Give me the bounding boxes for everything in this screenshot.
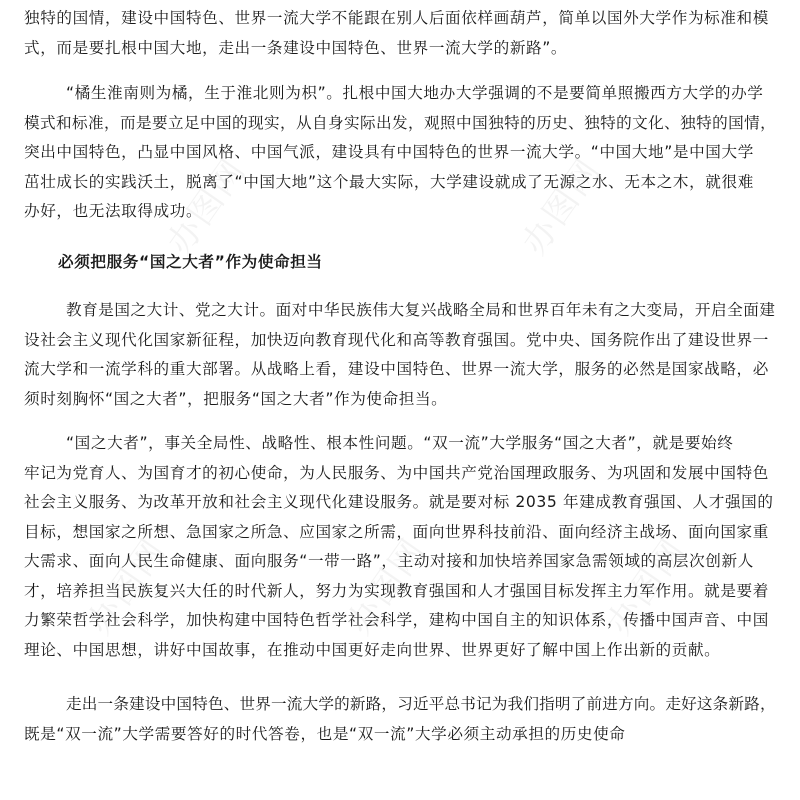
paragraph-line: 突出中国特色，凸显中国风格、中国气派，建设具有中国特色的世界一流大学。“中国大地”是中国大学 [24, 143, 754, 161]
paragraph-line: 才，培养担当民族复兴大任的时代新人，努力为实现教育强国和人才强国目标发挥主力军作用。就是要着 [24, 581, 769, 600]
paragraph-line: “橘生淮南则为橘，生于淮北则为枳”。扎根中国大地办大学强调的不是要简单照搬西方大学的办学 [66, 84, 764, 102]
paragraph-line: 独特的国情，建设中国特色、世界一流大学不能跟在别人后面依样画葫芦，简单以国外大学作为标准和模 [24, 9, 769, 27]
paragraph-line: 茁壮成长的实践沃土，脱离了“中国大地”这个最大实际，大学建设就成了无源之水、无本之木，就很难 [24, 172, 754, 191]
paragraph-line: 既是“双一流”大学需要答好的时代答卷，也是“双一流”大学必须主动承担的历史使命 [24, 724, 626, 743]
paragraph-line: 教育是国之大计、党之大计。面对中华民族伟大复兴战略全局和世界百年未有之大变局，开启全面建 [66, 301, 776, 319]
watermark: 办图网 [339, 530, 435, 643]
paragraph-line: 牢记为党育人、为国育才的初心使命，为人民服务、为中国共产党治国理政服务、为巩固和发展中国特色 [24, 463, 769, 482]
paragraph-line: 式，而是要扎根中国大地，走出一条建设中国特色、世界一流大学的新路”。 [24, 38, 568, 57]
watermark: 办图网 [159, 150, 255, 263]
paragraph-line: 社会主义服务、为改革开放和社会主义现代化建设服务。就是要对标 2035 年建成教育强国、人才强国的 [24, 493, 774, 511]
paragraph-3 [24, 296, 776, 414]
paragraph-line: 设社会主义现代化国家新征程，加快迈向教育现代化和高等教育强国。党中央、国务院作出了建设世界一 [24, 330, 769, 349]
paragraph-line: 须时刻胸怀“国之大者”，把服务“国之大者”作为使命担当。 [24, 389, 448, 408]
paragraph-line: 流大学和一流学科的重大部署。从战略上看，建设中国特色、世界一流大学，服务的必然是国家战略，必 [24, 360, 769, 378]
section-heading: 必须把服务“国之大者”作为使命担当 [58, 253, 323, 271]
paragraph-line: “国之大者”，事关全局性、战略性、根本性问题。“双一流”大学服务“国之大者”，就是要始终 [66, 434, 734, 452]
paragraph-1 [24, 4, 776, 63]
paragraph-line: 办好，也无法取得成功。 [24, 202, 203, 220]
paragraph-5 [24, 690, 776, 749]
paragraph-line: 目标，想国家之所想、急国家之所急、应国家之所需，面向世界科技前沿、面向经济主战场、面向国家重 [24, 522, 769, 541]
watermark: 办图网 [599, 530, 695, 643]
paragraph-2 [24, 79, 776, 227]
paragraph-line: 大需求、面向人民生命健康、面向服务“一带一路”，主动对接和加快培养国家急需领域的高层次创新人 [24, 552, 754, 570]
paragraph-line: 理论、中国思想，讲好中国故事，在推动中国更好走向世界、世界更好了解中国上作出新的贡献。 [24, 640, 721, 659]
paragraph-line: 走出一条建设中国特色、世界一流大学的新路，习近平总书记为我们指明了前进方向。走好这条新路， [66, 695, 776, 713]
watermark: 办图网 [79, 530, 175, 643]
paragraph-4 [24, 429, 776, 665]
watermark: 办图网 [514, 150, 610, 263]
paragraph-line: 力繁荣哲学社会科学，加快构建中国特色哲学社会科学，建构中国自主的知识体系，传播中国声音、中国 [24, 611, 769, 629]
paragraph-line: 模式和标准，而是要立足中国的现实，从自身实际出发，观照中国独特的历史、独特的文化、独特的国情， [24, 113, 777, 132]
